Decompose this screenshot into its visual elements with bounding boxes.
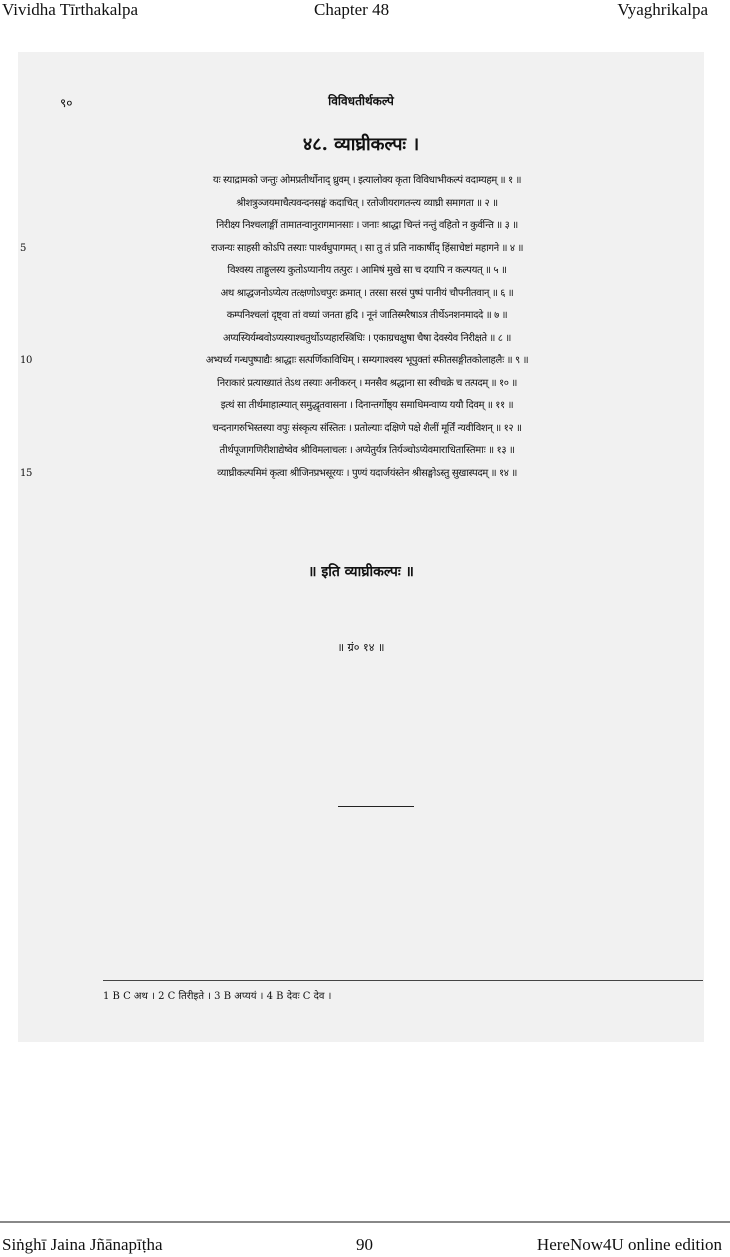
verse-line: अथ श्राद्धजनोऽप्येत्य तत्क्षणोऽचपुरः क्रमात् । तरसा सरसं पुष्पं पानीयं चौपनीतवान् ॥ ६ ॥ [220,287,514,299]
footnote-rule [103,980,703,981]
chapter-title: ४८. व्याघ्रीकल्पः । [302,134,420,155]
colophon: ॥ इति व्याघ्रीकल्पः ॥ [308,564,414,580]
verse-block [20,170,702,485]
footer-edition: HereNow4U online edition [536,1235,722,1254]
header-section: Vyaghrikalpa [617,0,708,19]
verse-line: अप्यस्यिर्यम्बवोऽप्यस्याश्चतुर्थोऽप्यहारस्त्रिधिः । एकाग्रचक्षुषा चैषा देवस्येव निरीक्षते ॥ ८ ॥ [223,332,511,344]
end-rule [338,806,414,807]
footer-page-number: 90 [356,1235,373,1254]
page-header [0,0,730,22]
footer-rule [0,1221,730,1223]
verse-line: विश्वस्य ताङ्गुलस्य कुतोऽप्यानीय तत्पुरः । आमिषं मुखे सा च दयापि न कल्पयत् ॥ ५ ॥ [227,265,507,276]
verse-line [20,463,702,486]
header-chapter: Chapter 48 [314,0,390,19]
verse-line: निरीक्ष्य निश्चलाङ्गीं तामातन्वानुरागमानसाः । जनाः श्राद्धा चिन्तं नन्तुं वहितो न कुर्वन्ति ॥ ३ ॥ [216,220,518,231]
verse-line: यः स्याद्रामको जन्तुः ओमप्रतीर्थोनाद् ध्रुवम् । इत्यालोक्य कृता विविधाभीकल्पं वदाम्यहम् ॥ १ ॥ [212,175,522,186]
verse-line-text: राजन्यः साहसी कोऽपि तस्याः पार्श्वधुपागमत् । सा तु तं प्रति नाकार्षीद् हिंसाचेष्टां महागने ॥ ४ ॥ [210,242,524,254]
margin-line-number: 10 [20,355,32,366]
verse-line: निराकारं प्रत्याख्यातं तेऽथ तस्याः अनीकरन् । मनसैव श्रद्धाना सा स्वीचक्रे च तत्पदम् ॥ १० ॥ [217,377,517,389]
margin-line-number: 15 [20,467,32,479]
footnotes: 1 B C अथ । 2 C तिरीइते । 3 B अप्ययं । 4 B देवः C देव । [103,991,332,1002]
scan-page-number: ९० [60,96,73,110]
verse-line-text: व्याघ्रीकल्पमिमं कृत्वा श्रीजिनप्रभसूरयः । पुण्यं यदार्जयंस्तेन श्रीसङ्घोऽस्तु सुखास्पदम् ॥ १४ ॥ [217,467,517,479]
running-head: विविधतीर्थकल्पे [328,94,394,108]
verse-line: चन्दनागरुभिस्तस्या वपुः संस्कृत्य संस्तितः । प्रतोल्याः दक्षिणे पक्षे शैलीं मूर्तिं न्यवीविशन् ॥ १२ ॥ [212,422,522,434]
footer-publisher: Siṅghī Jaina Jñānapīṭha [2,1235,163,1254]
scanned-page [18,52,704,1042]
header-book-title: Vividha Tīrthakalpa [2,0,139,19]
verse-line: इत्थं सा तीर्थमाहात्म्यात् समुद्धृतवासना । दिनान्तर्गोष्ठ्य समाधिमन्वाप्य ययौ दिवम् ॥ ११ ॥ [220,400,514,411]
verse-line-text: अभ्यर्च्य गन्धपुष्पाद्यैः श्राद्धाः सत्पर्णिकाविधिम् । सम्यगाश्वस्य भूपुक्तां स्फीतसङ्गीतकोलाहलैः ॥ ९ ॥ [205,355,529,366]
verse-line: कम्पनिश्चलां दृष्ट्वा तां वध्यां जनता हृदि । नूनं जातिस्मरैषाऽत्र तीर्थेऽनशनमाददे ॥ ७ ॥ [226,310,508,321]
verse-line: तीर्थपूजागणिरीशाद्येष्वेव श्रीविमलाचलः । अप्येतुर्यत्र तिर्यञ्चोऽप्येवमाराधितास्तिमाः ॥ १३ ॥ [219,445,515,456]
verse-line: श्रीशत्रुञ्जयमाचैत्यवन्दनसङ्घं कदाचित् । रतोजीयरागतन्त्य व्याघ्री समागता ॥ २ ॥ [236,197,498,209]
margin-line-number: 5 [20,242,26,254]
verse-line [20,350,702,373]
verse-count: ॥ ग्रं० १४ ॥ [337,641,385,654]
verse-line [20,238,702,261]
